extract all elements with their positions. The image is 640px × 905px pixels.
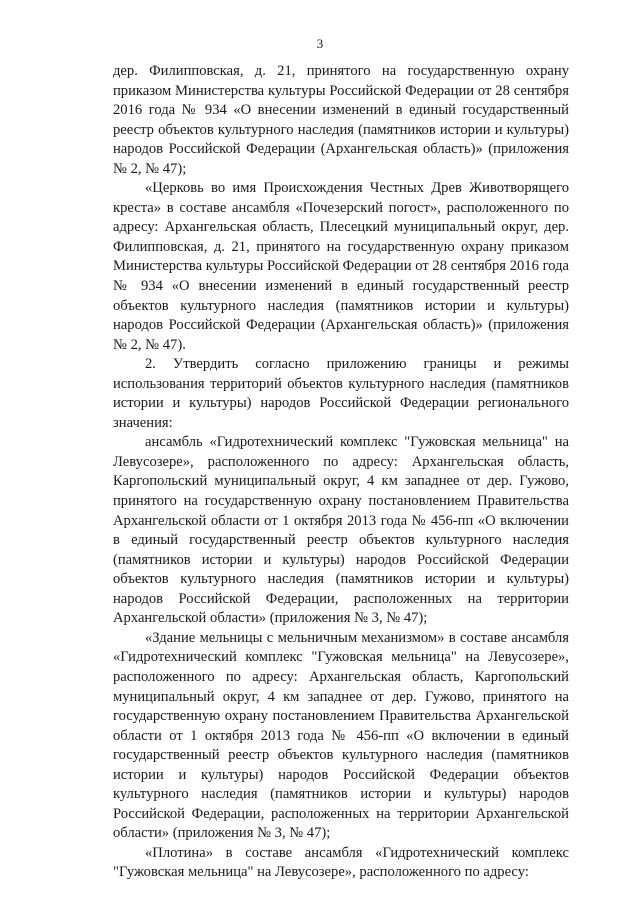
document-body — [113, 62, 569, 883]
page-number: 3 — [316, 36, 324, 51]
paragraph-church-item: «Церковь во имя Происхождения Честных Древ Животворящего креста» в составе ансамбля «Почезерский погост», расположенного по адресу: Архангельская область, Плесецкий муниципальный округ, дер. Филипповская, д. 21, принятого на государственную охрану приказом Министерства культуры Российской Федерации от 28 сентября 2016 года № 934 «О внесении изменений в единый государственный реестр объектов культурного наследия (памятников истории и культуры) народов Российской Федерации (Архангельская область)» (приложения № 2, № 47). — [113, 180, 569, 353]
paragraph-continuation: дер. Филипповская, д. 21, принятого на государственную охрану приказом Министерства культуры Российской Федерации от 28 сентября 2016 года № 934 «О внесении изменений в единый государственный реестр объектов культурного наследия (памятников истории и культуры) народов Российской Федерации (Архангельская область)» (приложения № 2, № 47); — [113, 63, 569, 177]
paragraph-clause-2: 2. Утвердить согласно приложению границы и режимы использования территорий объектов культурного наследия (памятников истории и культуры) народов Российской Федерации регионального значения: — [113, 356, 569, 431]
paragraph-mill-building-item: «Здание мельницы с мельничным механизмом» в составе ансамбля «Гидротехнический комплекс "Гужовская мельница" на Левусозере», расположенного по адресу: Архангельская область, Каргопольский муниципальный округ, 4 км западнее от дер. Гужово, принятого на государственную охрану постановлением Правительства Архангельской области от 1 октября 2013 года № 456-пп «О включении в единый государственный реестр объектов культурного наследия (памятников истории и культуры) народов Российской Федерации объектов культурного наследия (памятников истории и культуры) народов Российской Федерации, расположенных на территории Архангельской области» (приложения № 3, № 47); — [113, 629, 569, 842]
paragraph-dam-item: «Плотина» в составе ансамбля «Гидротехнический комплекс "Гужовская мельница" на Левусозере», расположенного по адресу: — [113, 844, 569, 881]
paragraph-ensemble-item: ансамбль «Гидротехнический комплекс "Гужовская мельница" на Левусозере», расположенного по адресу: Архангельская область, Каргопольский муниципальный округ, 4 км западнее от дер. Гужово, принятого на государственную охрану постановлением Правительства Архангельской области от 1 октября 2013 года № 456-пп «О включении в единый государственный реестр объектов культурного наследия (памятников истории и культуры) народов Российской Федерации объектов культурного наследия (памятников истории и культуры) народов Российской Федерации, расположенных на территории Архангельской области» (приложения № 3, № 47); — [113, 434, 569, 627]
